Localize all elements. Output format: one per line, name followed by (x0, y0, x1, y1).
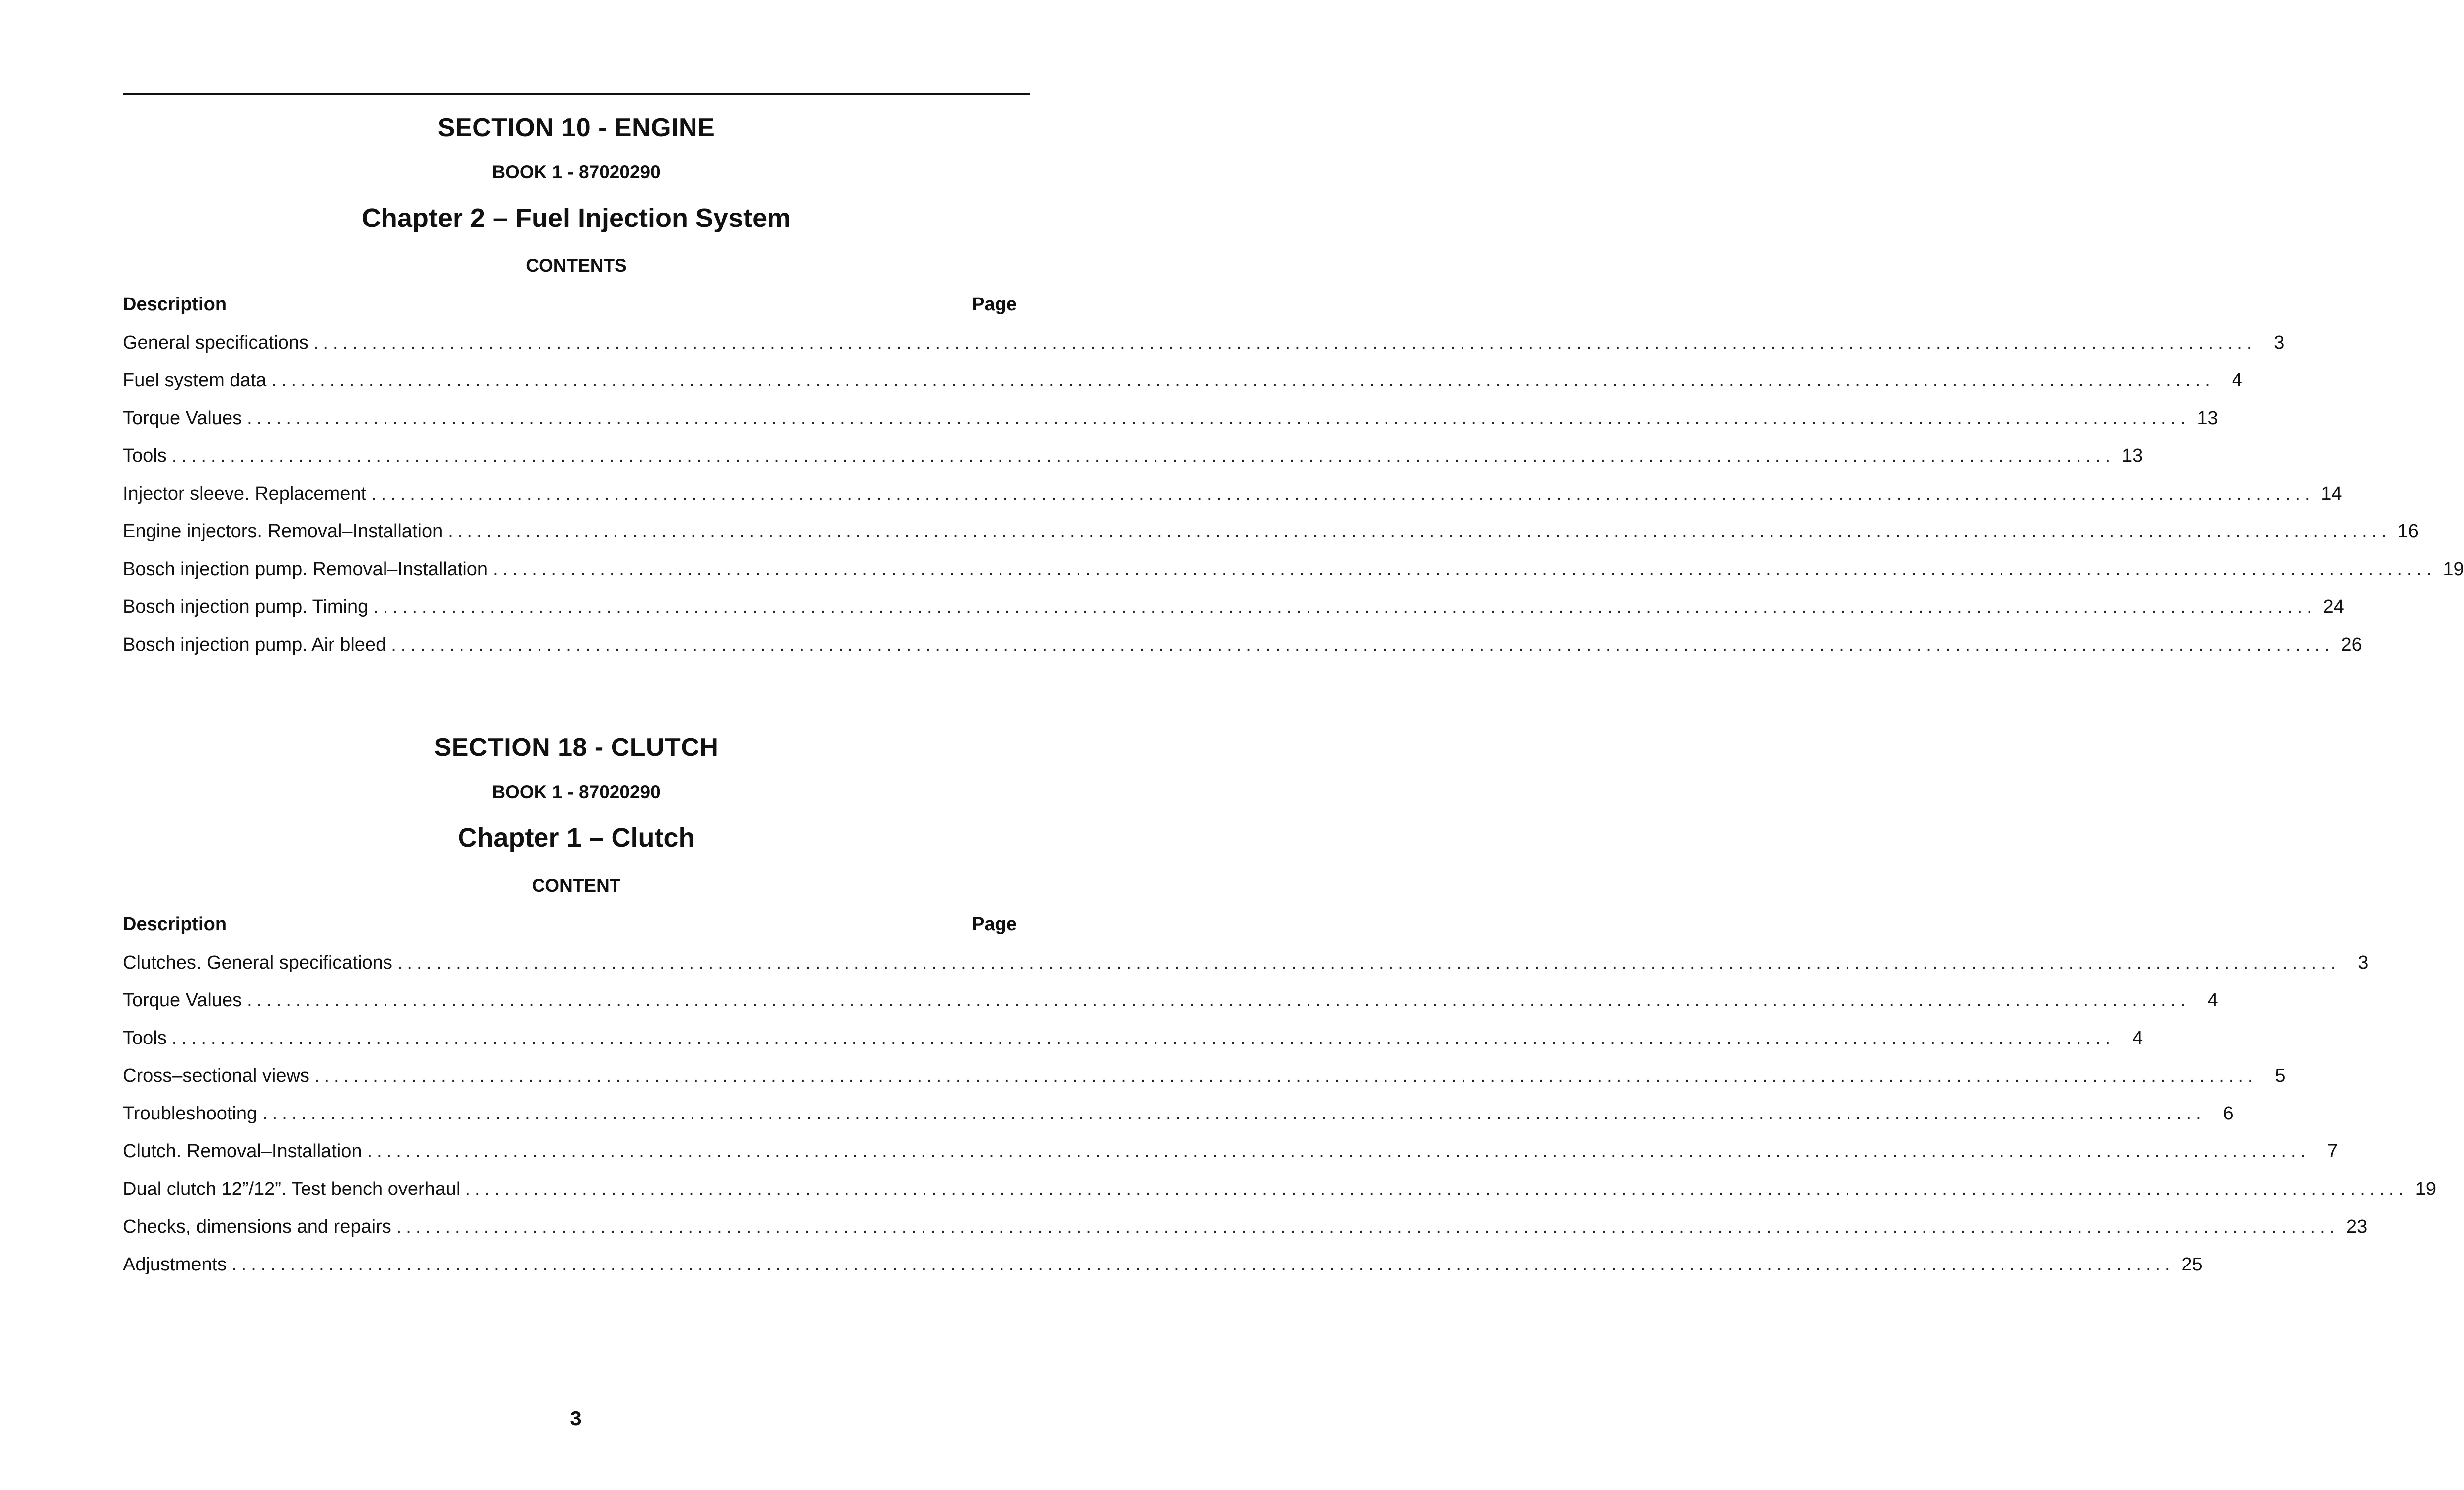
toc-entry-text: Fuel system data (123, 370, 267, 391)
description-column-header: Description (123, 294, 227, 315)
dot-leader: ........................................................................................................................................................................................................ (313, 332, 2257, 353)
toc-entry-text: Torque Values (123, 408, 242, 429)
dot-leader: ........................................................................................................................................................................................................ (493, 559, 2436, 580)
dot-leader: ........................................................................................................................................................................................................ (396, 1216, 2340, 1237)
page-number: 3 (570, 1407, 582, 1430)
dot-leader: ........................................................................................................................................................................................................ (465, 1179, 2409, 1199)
toc-entry-page: 3 (2358, 952, 2369, 973)
contents-label: CONTENTS (526, 255, 627, 276)
page-column-header: Page (972, 914, 1017, 935)
toc-header (123, 912, 1017, 937)
toc-entry-text: Tools (123, 446, 167, 466)
toc-entry[interactable] (123, 1057, 2286, 1095)
toc-entry-text: Injector sleeve. Replacement (123, 483, 367, 504)
section-clutch (123, 730, 2437, 1283)
dot-leader: ........................................................................................................................................................................................................ (171, 1028, 2115, 1048)
toc-entry-page: 6 (2223, 1103, 2233, 1124)
toc-entry[interactable] (123, 588, 2344, 626)
toc-entry-text: Engine injectors. Removal–Installation (123, 521, 443, 542)
dot-leader: ........................................................................................................................................................................................................ (231, 1254, 2175, 1275)
toc-entry-text: Dual clutch 12”/12”. Test bench overhaul (123, 1179, 461, 1199)
dot-leader: ........................................................................................................................................................................................................ (397, 952, 2341, 973)
toc-entry-text: Bosch injection pump. Removal–Installation (123, 559, 488, 580)
toc-entry[interactable] (123, 1095, 2233, 1132)
toc-entry-page: 19 (2415, 1179, 2437, 1199)
dot-leader: ........................................................................................................................................................................................................ (371, 483, 2314, 504)
dot-leader: ........................................................................................................................................................................................................ (247, 990, 2190, 1011)
toc-list (123, 324, 2464, 664)
toc-entry-page: 14 (2321, 483, 2342, 504)
toc-entry-text: Checks, dimensions and repairs (123, 1216, 391, 1237)
toc-entry[interactable] (123, 1170, 2437, 1208)
toc-entry-page: 13 (2121, 446, 2143, 466)
toc-entry[interactable] (123, 1246, 2203, 1283)
toc-entry[interactable] (123, 324, 2285, 362)
dot-leader: ........................................................................................................................................................................................................ (171, 446, 2115, 466)
toc-entry-page: 25 (2181, 1254, 2203, 1275)
chapter-title: Chapter 2 – Fuel Injection System (361, 203, 791, 233)
toc-entry[interactable] (123, 626, 2362, 664)
toc-entry[interactable] (123, 944, 2369, 981)
toc-header (123, 292, 1017, 317)
toc-entry-text: Adjustments (123, 1254, 227, 1275)
toc-entry[interactable] (123, 399, 2218, 437)
toc-entry[interactable] (123, 475, 2342, 513)
dot-leader: ........................................................................................................................................................................................................ (373, 596, 2316, 617)
toc-entry-text: Clutch. Removal–Installation (123, 1141, 362, 1162)
top-rule (123, 93, 1030, 95)
toc-entry-page: 13 (2197, 408, 2218, 429)
dot-leader: ........................................................................................................................................................................................................ (262, 1103, 2206, 1124)
toc-entry-text: General specifications (123, 332, 308, 353)
toc-entry-page: 19 (2443, 559, 2464, 580)
toc-entry[interactable] (123, 981, 2218, 1019)
toc-entry-text: Bosch injection pump. Timing (123, 596, 369, 617)
toc-entry-page: 3 (2274, 332, 2285, 353)
book-number: BOOK 1 - 87020290 (492, 162, 661, 182)
section-title: SECTION 18 - CLUTCH (434, 733, 719, 762)
dot-leader: ........................................................................................................................................................................................................ (448, 521, 2391, 542)
toc-entry-page: 16 (2397, 521, 2419, 542)
toc-entry[interactable] (123, 513, 2419, 550)
dot-leader: ........................................................................................................................................................................................................ (367, 1141, 2310, 1162)
toc-entry-page: 26 (2341, 634, 2362, 655)
section-title: SECTION 10 - ENGINE (437, 113, 715, 142)
toc-entry-text: Tools (123, 1028, 167, 1048)
toc-entry[interactable] (123, 1019, 2143, 1057)
toc-entry-text: Torque Values (123, 990, 242, 1011)
toc-list (123, 944, 2437, 1283)
toc-entry-text: Troubleshooting (123, 1103, 258, 1124)
toc-entry-page: 23 (2346, 1216, 2368, 1237)
toc-entry[interactable] (123, 1132, 2338, 1170)
toc-entry-text: Clutches. General specifications (123, 952, 392, 973)
toc-entry-page: 4 (2132, 1028, 2143, 1048)
description-column-header: Description (123, 914, 227, 935)
dot-leader: ........................................................................................................................................................................................................ (271, 370, 2215, 391)
toc-entry[interactable] (123, 437, 2143, 475)
section-engine (123, 110, 2464, 664)
toc-entry-text: Bosch injection pump. Air bleed (123, 634, 386, 655)
toc-entry-page: 4 (2232, 370, 2242, 391)
toc-entry[interactable] (123, 1208, 2368, 1246)
toc-entry-page: 7 (2327, 1141, 2338, 1162)
dot-leader: ........................................................................................................................................................................................................ (314, 1065, 2258, 1086)
toc-entry-page: 5 (2275, 1065, 2286, 1086)
book-number: BOOK 1 - 87020290 (492, 782, 661, 802)
chapter-title: Chapter 1 – Clutch (458, 823, 695, 853)
dot-leader: ........................................................................................................................................................................................................ (391, 634, 2334, 655)
toc-entry[interactable] (123, 550, 2464, 588)
toc-entry-text: Cross–sectional views (123, 1065, 309, 1086)
toc-entry[interactable] (123, 362, 2242, 399)
dot-leader: ........................................................................................................................................................................................................ (247, 408, 2190, 429)
contents-label: CONTENT (532, 875, 621, 895)
toc-entry-page: 24 (2323, 596, 2344, 617)
page-column-header: Page (972, 294, 1017, 315)
toc-entry-page: 4 (2207, 990, 2218, 1011)
